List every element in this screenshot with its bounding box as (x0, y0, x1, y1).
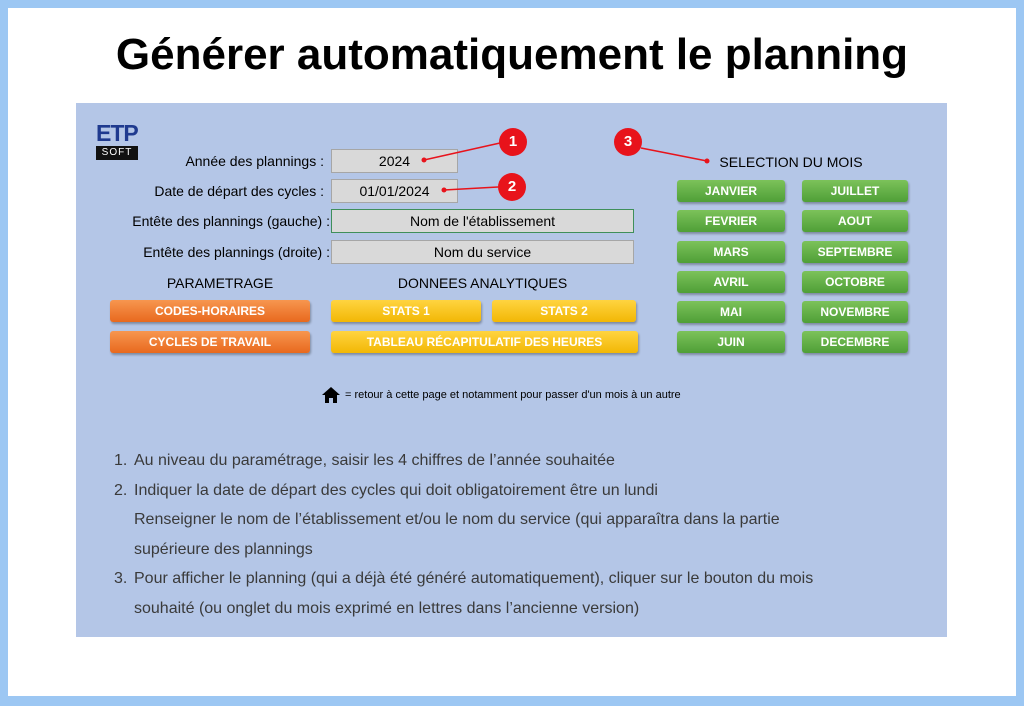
spreadsheet-panel (76, 103, 947, 637)
arrow-3-head (705, 159, 710, 164)
instruction-item-2 (114, 476, 934, 506)
month-button-novembre[interactable]: NOVEMBRE (802, 301, 908, 323)
annotation-badge-1: 1 (499, 128, 527, 156)
home-note-text: = retour à cette page et notamment pour passer d'un mois à un autre (345, 389, 681, 401)
instruction-item-1 (114, 446, 934, 476)
codes-horaires-button[interactable]: CODES-HORAIRES (110, 300, 310, 322)
month-button-septembre[interactable]: SEPTEMBRE (802, 241, 908, 263)
parametrage-title: PARAMETRAGE (166, 275, 274, 291)
month-button-avril[interactable]: AVRIL (677, 271, 785, 293)
entete-droite-label: Entête des plannings (droite) : (143, 244, 330, 260)
selection-mois-title: SELECTION DU MOIS (719, 154, 863, 170)
instruction-text: Indiquer la date de départ des cycles qui doit obligatoirement être un lundi (134, 481, 658, 499)
month-button-aout[interactable]: AOUT (802, 210, 908, 232)
arrow-1-head (422, 158, 427, 163)
home-note (321, 386, 681, 404)
instruction-text: Renseigner le nom de l’établissement et/ou le nom du service (qui apparaîtra dans la partie (134, 511, 780, 528)
date-depart-field[interactable]: 01/01/2024 (331, 179, 458, 203)
arrow-2-head (442, 188, 447, 193)
month-button-juin[interactable]: JUIN (677, 331, 785, 353)
month-button-octobre[interactable]: OCTOBRE (802, 271, 908, 293)
entete-gauche-label: Entête des plannings (gauche) : (132, 213, 330, 229)
month-button-decembre[interactable]: DECEMBRE (802, 331, 908, 353)
instruction-item-2b (114, 505, 934, 535)
entete-droite-field[interactable]: Nom du service (331, 240, 634, 264)
month-button-juillet[interactable]: JUILLET (802, 180, 908, 202)
annotation-badge-3: 3 (614, 128, 642, 156)
annee-field[interactable]: 2024 (331, 149, 458, 173)
page-title: Générer automatiquement le planning (115, 30, 909, 79)
cycles-de-travail-button[interactable]: CYCLES DE TRAVAIL (110, 331, 310, 353)
arrow-3-line (641, 148, 707, 161)
arrow-1-line (424, 143, 500, 160)
stats-2-button[interactable]: STATS 2 (492, 300, 636, 322)
instruction-number: 1. (114, 452, 128, 469)
annotation-badge-2: 2 (498, 173, 526, 201)
donnees-analytiques-title: DONNEES ANALYTIQUES (397, 275, 568, 291)
logo-etp-text: ETP (96, 120, 138, 146)
instruction-text: Au niveau du paramétrage, saisir les 4 chiffres de l’année souhaitée (134, 452, 615, 469)
instruction-item-2c (114, 535, 934, 565)
month-button-mai[interactable]: MAI (677, 301, 785, 323)
logo-soft-text: SOFT (96, 146, 138, 160)
instruction-number: 3. (114, 570, 128, 587)
instruction-number: 2. (114, 481, 128, 499)
instruction-text: souhaité (ou onglet du mois exprimé en lettres dans l’ancienne version) (134, 599, 640, 617)
instruction-text: supérieure des plannings (134, 540, 313, 558)
entete-gauche-field[interactable]: Nom de l'établissement (331, 209, 634, 233)
month-button-fevrier[interactable]: FEVRIER (677, 210, 785, 232)
instruction-item-3b (114, 594, 934, 624)
instruction-item-3 (114, 564, 934, 594)
month-button-janvier[interactable]: JANVIER (677, 180, 785, 202)
instructions-list (114, 446, 934, 623)
tableau-recap-button[interactable]: TABLEAU RÉCAPITULATIF DES HEURES (331, 331, 638, 353)
stats-1-button[interactable]: STATS 1 (331, 300, 481, 322)
annee-label: Année des plannings : (185, 153, 324, 169)
instruction-text: Pour afficher le planning (qui a déjà été généré automatiquement), cliquer sur le bouton du mois (134, 570, 814, 587)
date-depart-label: Date de départ des cycles : (154, 183, 324, 199)
home-icon[interactable] (321, 386, 341, 404)
arrow-2-line (444, 187, 498, 190)
month-button-mars[interactable]: MARS (677, 241, 785, 263)
